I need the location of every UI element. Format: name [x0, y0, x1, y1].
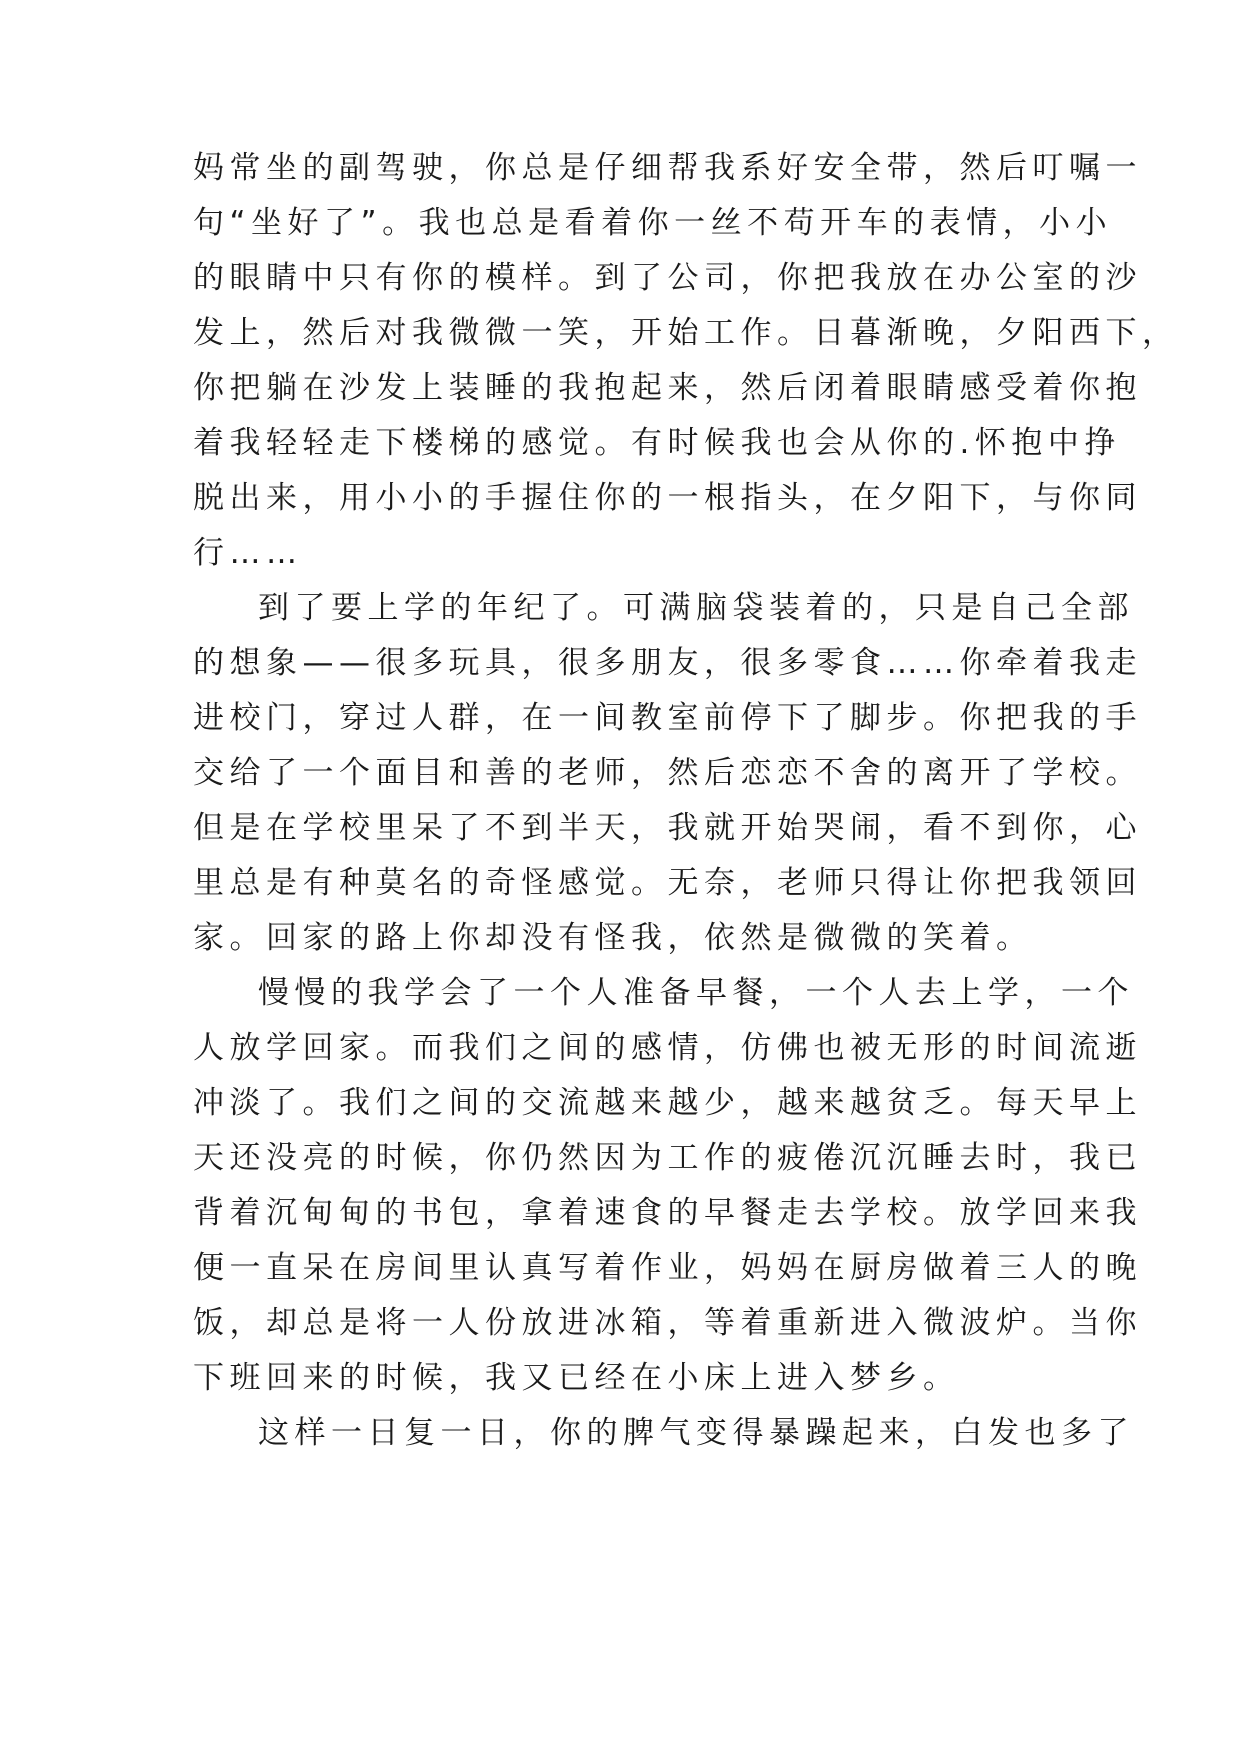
text-line: 妈常坐的副驾驶，你总是仔细帮我系好安全带，然后叮嘱一 [193, 150, 1142, 186]
text-line: 进校门，穿过人群，在一间教室前停下了脚步。你把我的手 [193, 700, 1142, 736]
text-line: 的眼睛中只有你的模样。到了公司，你把我放在办公室的沙 [193, 260, 1142, 296]
text-line: 背着沉甸甸的书包，拿着速食的早餐走去学校。放学回来我 [193, 1195, 1142, 1231]
text-line: 便一直呆在房间里认真写着作业，妈妈在厨房做着三人的晚 [193, 1250, 1142, 1286]
text-line: 里总是有种莫名的奇怪感觉。无奈，老师只得让你把我领回 [193, 865, 1142, 901]
text-line: 下班回来的时候，我又已经在小床上进入梦乡。 [193, 1360, 960, 1396]
text-line: 你把躺在沙发上装睡的我抱起来，然后闭着眼睛感受着你抱 [193, 370, 1142, 406]
text-line: 行…… [193, 535, 303, 571]
text-line: 着我轻轻走下楼梯的感觉。有时候我也会从你的.怀抱中挣 [193, 425, 1121, 461]
text-line: 脱出来，用小小的手握住你的一根指头，在夕阳下，与你同 [193, 480, 1142, 516]
text-line: 人放学回家。而我们之间的感情，仿佛也被无形的时间流逝 [193, 1030, 1142, 1066]
text-line: 发上，然后对我微微一笑，开始工作。日暮渐晚，夕阳西下， [193, 315, 1179, 351]
text-line: 天还没亮的时候，你仍然因为工作的疲倦沉沉睡去时，我已 [193, 1140, 1142, 1176]
text-line: 但是在学校里呆了不到半天，我就开始哭闹，看不到你，心 [193, 810, 1142, 846]
text-line: 冲淡了。我们之间的交流越来越少，越来越贫乏。每天早上 [193, 1085, 1142, 1121]
text-line: 交给了一个面目和善的老师，然后恋恋不舍的离开了学校。 [193, 755, 1142, 791]
text-line: 的想象——很多玩具，很多朋友，很多零食……你牵着我走 [193, 645, 1142, 681]
text-line: 家。回家的路上你却没有怪我，依然是微微的笑着。 [193, 920, 1033, 956]
paragraph-first-line: 这样一日复一日，你的脾气变得暴躁起来，白发也多了 [258, 1415, 1134, 1451]
paragraph-first-line: 到了要上学的年纪了。可满脑袋装着的，只是自己全部 [258, 590, 1134, 626]
text-line: 句“坐好了”。我也总是看着你一丝不苟开车的表情，小小 [193, 205, 1113, 241]
paragraph-first-line: 慢慢的我学会了一个人准备早餐，一个人去上学，一个 [258, 975, 1134, 1011]
text-line: 饭，却总是将一人份放进冰箱，等着重新进入微波炉。当你 [193, 1305, 1142, 1341]
